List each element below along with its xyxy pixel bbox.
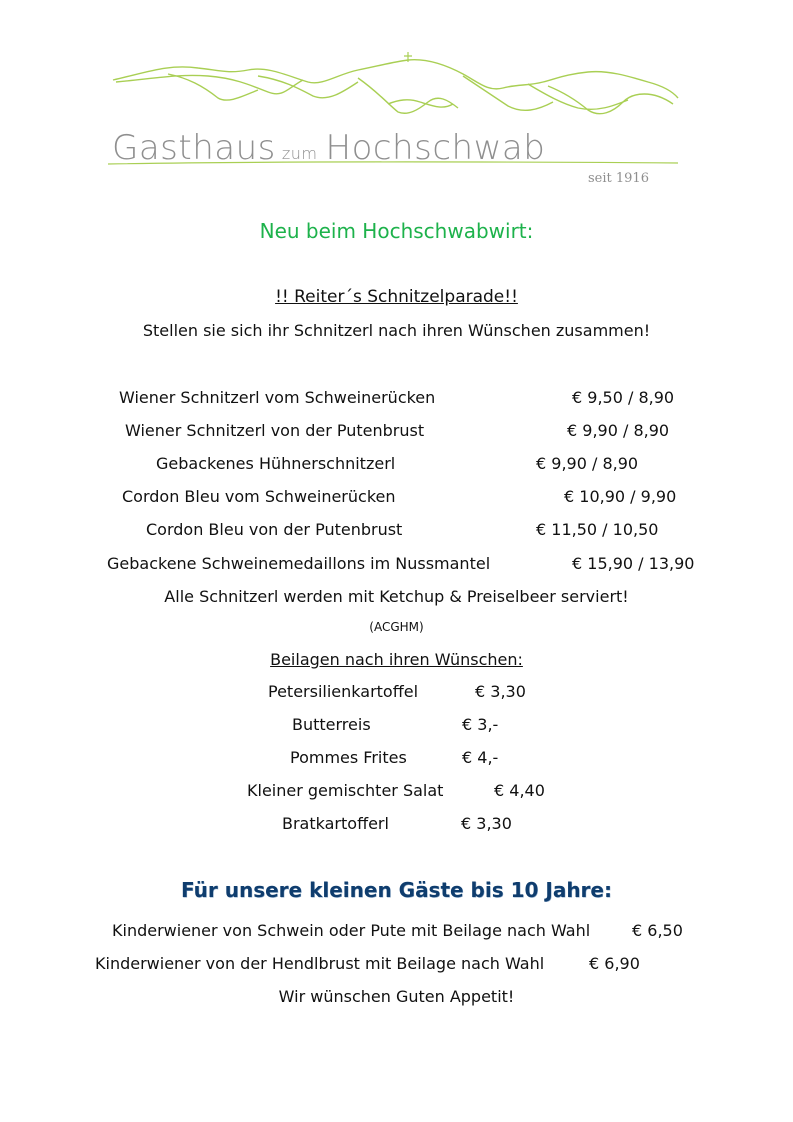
allergen-codes: (ACGHM) bbox=[369, 620, 424, 634]
parade-title: !! Reiter´s Schnitzelparade!! bbox=[275, 287, 518, 307]
menu-item-price: € 11,50 / 10,50 bbox=[536, 520, 659, 539]
menu-item-price: € 9,90 / 8,90 bbox=[567, 421, 670, 440]
brand-name: Gasthaus zum Hochschwab bbox=[112, 128, 546, 168]
side-item-price: € 4,- bbox=[462, 748, 499, 767]
kids-title: Für unsere kleinen Gäste bis 10 Jahre: bbox=[181, 878, 612, 902]
side-item-name: Pommes Frites bbox=[290, 748, 407, 767]
side-item-name: Butterreis bbox=[292, 715, 371, 734]
menu-item-name: Cordon Bleu vom Schweinerücken bbox=[122, 487, 396, 506]
side-item-name: Bratkartofferl bbox=[282, 814, 389, 833]
kids-item-name: Kinderwiener von Schwein oder Pute mit Beilage nach Wahl bbox=[112, 921, 591, 940]
menu-item-name: Gebackene Schweinemedaillons im Nussmantel bbox=[107, 554, 491, 573]
parade-subtitle: Stellen sie sich ihr Schnitzerl nach ihren Wünschen zusammen! bbox=[142, 321, 651, 340]
menu-item-name: Wiener Schnitzerl vom Schweinerücken bbox=[119, 388, 436, 407]
side-item-price: € 3,30 bbox=[461, 814, 512, 833]
side-item-price: € 4,40 bbox=[494, 781, 545, 800]
side-item-name: Petersilienkartoffel bbox=[268, 682, 419, 701]
since-year: seit 1916 bbox=[588, 171, 649, 186]
menu-item-name: Gebackenes Hühnerschnitzerl bbox=[156, 454, 396, 473]
kids-item-price: € 6,50 bbox=[632, 921, 683, 940]
menu-item-price: € 9,90 / 8,90 bbox=[536, 454, 639, 473]
side-item-price: € 3,- bbox=[462, 715, 499, 734]
side-item-name: Kleiner gemischter Salat bbox=[247, 781, 444, 800]
announcement-heading: Neu beim Hochschwabwirt: bbox=[259, 219, 534, 243]
side-item-price: € 3,30 bbox=[475, 682, 526, 701]
closing-text: Wir wünschen Guten Appetit! bbox=[278, 987, 515, 1006]
menu-item-price: € 10,90 / 9,90 bbox=[564, 487, 677, 506]
menu-item-price: € 15,90 / 13,90 bbox=[572, 554, 695, 573]
menu-item-name: Cordon Bleu von der Putenbrust bbox=[146, 520, 403, 539]
sides-title: Beilagen nach ihren Wünschen: bbox=[270, 650, 523, 669]
kids-item-price: € 6,90 bbox=[589, 954, 640, 973]
parade-note: Alle Schnitzerl werden mit Ketchup & Preiselbeer serviert! bbox=[164, 587, 629, 606]
menu-item-name: Wiener Schnitzerl von der Putenbrust bbox=[125, 421, 425, 440]
kids-item-name: Kinderwiener von der Hendlbrust mit Beilage nach Wahl bbox=[95, 954, 545, 973]
menu-item-price: € 9,50 / 8,90 bbox=[572, 388, 675, 407]
